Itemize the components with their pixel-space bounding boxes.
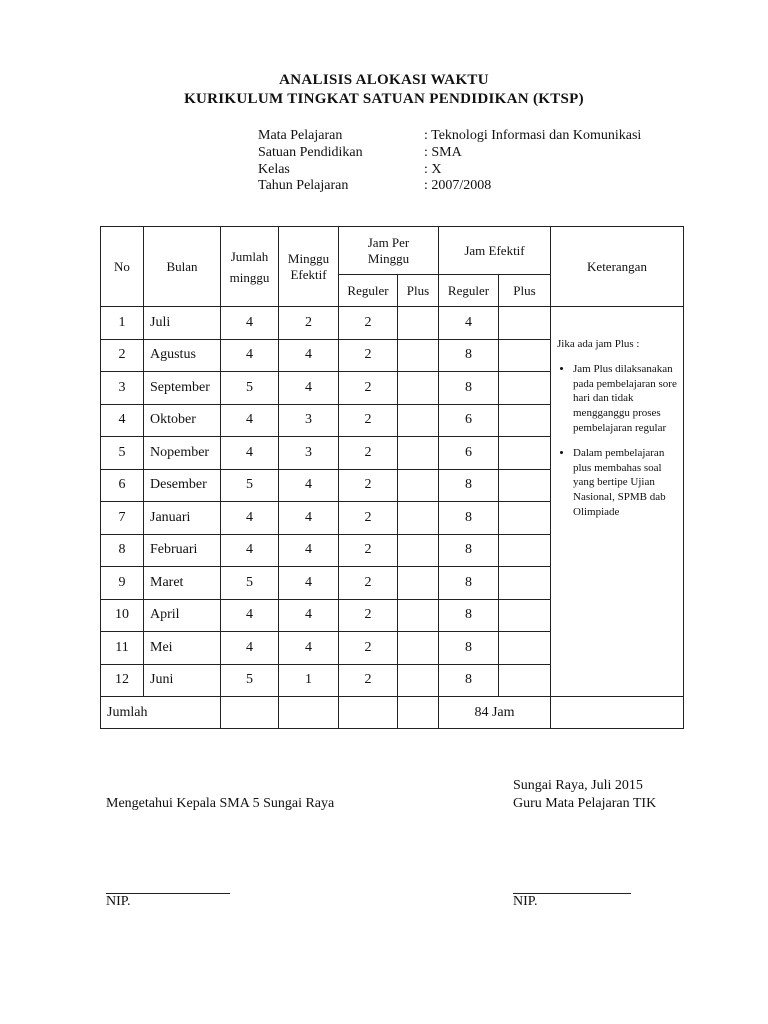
cell-no: 10 xyxy=(101,599,144,632)
cell-no: 9 xyxy=(101,567,144,600)
header-jam-per-minggu: Jam Per Minggu xyxy=(339,227,439,275)
total-value: 84 Jam xyxy=(439,697,551,729)
cell-jumlah-minggu: 5 xyxy=(221,469,279,502)
keterangan-note xyxy=(551,307,684,697)
cell-jpm-plus xyxy=(398,534,439,567)
cell-je-reguler: 8 xyxy=(439,632,499,665)
cell-minggu-efektif: 4 xyxy=(279,599,339,632)
cell-je-plus xyxy=(499,372,551,405)
cell-jpm-reguler: 2 xyxy=(339,534,398,567)
cell-jpm-plus xyxy=(398,599,439,632)
cell-je-reguler: 4 xyxy=(439,307,499,340)
cell-jpm-reguler: 2 xyxy=(339,307,398,340)
info-label: Mata Pelajaran xyxy=(258,128,343,143)
signature-right-nip: NIP. xyxy=(513,894,538,909)
cell-bulan: Oktober xyxy=(144,404,221,437)
cell-minggu-efektif: 2 xyxy=(279,307,339,340)
cell-jpm-plus xyxy=(398,664,439,697)
cell-jpm-plus xyxy=(398,307,439,340)
cell-jpm-reguler: 2 xyxy=(339,339,398,372)
cell-bulan: Juli xyxy=(144,307,221,340)
total-empty-cell xyxy=(221,697,279,729)
cell-je-plus xyxy=(499,664,551,697)
cell-bulan: Juni xyxy=(144,664,221,697)
cell-jumlah-minggu: 4 xyxy=(221,404,279,437)
cell-minggu-efektif: 4 xyxy=(279,632,339,665)
header-minggu-efektif: Minggu Efektif xyxy=(279,227,339,307)
header-je-plus: Plus xyxy=(499,275,551,307)
cell-bulan: Januari xyxy=(144,502,221,535)
cell-bulan: Februari xyxy=(144,534,221,567)
cell-minggu-efektif: 4 xyxy=(279,502,339,535)
cell-no: 4 xyxy=(101,404,144,437)
cell-no: 11 xyxy=(101,632,144,665)
info-label: Satuan Pendidikan xyxy=(258,145,363,160)
doc-title: ANALISIS ALOKASI WAKTU xyxy=(279,72,489,88)
cell-no: 1 xyxy=(101,307,144,340)
cell-je-reguler: 8 xyxy=(439,372,499,405)
cell-no: 8 xyxy=(101,534,144,567)
table-row xyxy=(101,307,684,340)
cell-bulan: Desember xyxy=(144,469,221,502)
cell-je-reguler: 8 xyxy=(439,567,499,600)
cell-je-plus xyxy=(499,307,551,340)
cell-jpm-reguler: 2 xyxy=(339,664,398,697)
cell-je-plus xyxy=(499,469,551,502)
cell-minggu-efektif: 3 xyxy=(279,404,339,437)
cell-bulan: Mei xyxy=(144,632,221,665)
cell-jpm-plus xyxy=(398,502,439,535)
cell-jumlah-minggu: 4 xyxy=(221,307,279,340)
cell-jpm-reguler: 2 xyxy=(339,469,398,502)
header-jumlah-minggu: Jumlah minggu xyxy=(221,227,279,307)
doc-subtitle: KURIKULUM TINGKAT SATUAN PENDIDIKAN (KTSP) xyxy=(184,91,584,107)
header-jam-efektif: Jam Efektif xyxy=(439,227,551,275)
cell-je-reguler: 8 xyxy=(439,534,499,567)
cell-je-reguler: 8 xyxy=(439,469,499,502)
cell-jpm-plus xyxy=(398,437,439,470)
cell-minggu-efektif: 4 xyxy=(279,339,339,372)
cell-minggu-efektif: 1 xyxy=(279,664,339,697)
cell-jpm-reguler: 2 xyxy=(339,599,398,632)
header-no: No xyxy=(101,227,144,307)
header-keterangan: Keterangan xyxy=(551,227,684,307)
cell-jumlah-minggu: 4 xyxy=(221,534,279,567)
cell-je-reguler: 8 xyxy=(439,599,499,632)
cell-minggu-efektif: 4 xyxy=(279,372,339,405)
cell-jumlah-minggu: 4 xyxy=(221,502,279,535)
signature-left-nip: NIP. xyxy=(106,894,131,909)
cell-jpm-reguler: 2 xyxy=(339,404,398,437)
cell-bulan: Maret xyxy=(144,567,221,600)
info-label: Tahun Pelajaran xyxy=(258,178,349,193)
cell-je-plus xyxy=(499,567,551,600)
header-je-reguler: Reguler xyxy=(439,275,499,307)
cell-jpm-plus xyxy=(398,339,439,372)
info-value: : Teknologi Informasi dan Komunikasi xyxy=(424,127,641,144)
note-bullet: • Jam Plus dilaksanakan pada pembelajaran sore hari dan tidak mengganggu proses pembelajaran regular xyxy=(573,362,677,436)
cell-minggu-efektif: 3 xyxy=(279,437,339,470)
header-jpm-reguler: Reguler xyxy=(339,275,398,307)
signature-place-date: Sungai Raya, Juli 2015 xyxy=(513,778,643,793)
cell-je-plus xyxy=(499,404,551,437)
cell-jpm-reguler: 2 xyxy=(339,567,398,600)
cell-je-plus xyxy=(499,437,551,470)
cell-no: 12 xyxy=(101,664,144,697)
cell-jumlah-minggu: 5 xyxy=(221,664,279,697)
info-label: Kelas xyxy=(258,162,290,177)
cell-je-reguler: 6 xyxy=(439,404,499,437)
cell-jumlah-minggu: 5 xyxy=(221,372,279,405)
cell-je-plus xyxy=(499,632,551,665)
cell-jpm-reguler: 2 xyxy=(339,437,398,470)
cell-no: 6 xyxy=(101,469,144,502)
cell-minggu-efektif: 4 xyxy=(279,469,339,502)
cell-jumlah-minggu: 4 xyxy=(221,632,279,665)
total-empty-cell xyxy=(279,697,339,729)
cell-jumlah-minggu: 4 xyxy=(221,437,279,470)
cell-je-reguler: 8 xyxy=(439,339,499,372)
note-list xyxy=(557,362,677,520)
cell-jpm-reguler: 2 xyxy=(339,632,398,665)
cell-bulan: Nopember xyxy=(144,437,221,470)
cell-jumlah-minggu: 5 xyxy=(221,567,279,600)
cell-jumlah-minggu: 4 xyxy=(221,339,279,372)
cell-jpm-reguler: 2 xyxy=(339,372,398,405)
allocation-table xyxy=(100,226,684,729)
total-empty-cell xyxy=(551,697,684,729)
header-jpm-plus: Plus xyxy=(398,275,439,307)
total-row xyxy=(101,697,684,729)
cell-jpm-plus xyxy=(398,567,439,600)
cell-jpm-reguler: 2 xyxy=(339,502,398,535)
cell-je-reguler: 6 xyxy=(439,437,499,470)
total-empty-cell xyxy=(339,697,398,729)
info-value: : SMA xyxy=(424,144,462,161)
cell-bulan: September xyxy=(144,372,221,405)
cell-je-plus xyxy=(499,534,551,567)
signature-left-title: Mengetahui Kepala SMA 5 Sungai Raya xyxy=(106,796,335,811)
cell-no: 3 xyxy=(101,372,144,405)
cell-no: 2 xyxy=(101,339,144,372)
cell-jpm-plus xyxy=(398,469,439,502)
cell-jpm-plus xyxy=(398,632,439,665)
header-bulan: Bulan xyxy=(144,227,221,307)
cell-jpm-plus xyxy=(398,404,439,437)
signature-right-title: Guru Mata Pelajaran TIK xyxy=(513,796,657,811)
cell-je-plus xyxy=(499,599,551,632)
cell-jpm-plus xyxy=(398,372,439,405)
cell-no: 7 xyxy=(101,502,144,535)
cell-je-plus xyxy=(499,502,551,535)
cell-minggu-efektif: 4 xyxy=(279,567,339,600)
cell-minggu-efektif: 4 xyxy=(279,534,339,567)
cell-bulan: April xyxy=(144,599,221,632)
cell-no: 5 xyxy=(101,437,144,470)
info-value: : X xyxy=(424,161,442,178)
cell-je-reguler: 8 xyxy=(439,502,499,535)
cell-je-plus xyxy=(499,339,551,372)
note-bullet: • Dalam pembelajaran plus membahas soal yang bertipe Ujian Nasional, SPMB dab Olimpiade xyxy=(573,446,677,520)
cell-bulan: Agustus xyxy=(144,339,221,372)
note-intro: Jika ada jam Plus : xyxy=(557,338,640,350)
cell-je-reguler: 8 xyxy=(439,664,499,697)
total-empty-cell xyxy=(398,697,439,729)
cell-jumlah-minggu: 4 xyxy=(221,599,279,632)
total-label: Jumlah xyxy=(101,697,221,729)
info-value: : 2007/2008 xyxy=(424,177,491,194)
